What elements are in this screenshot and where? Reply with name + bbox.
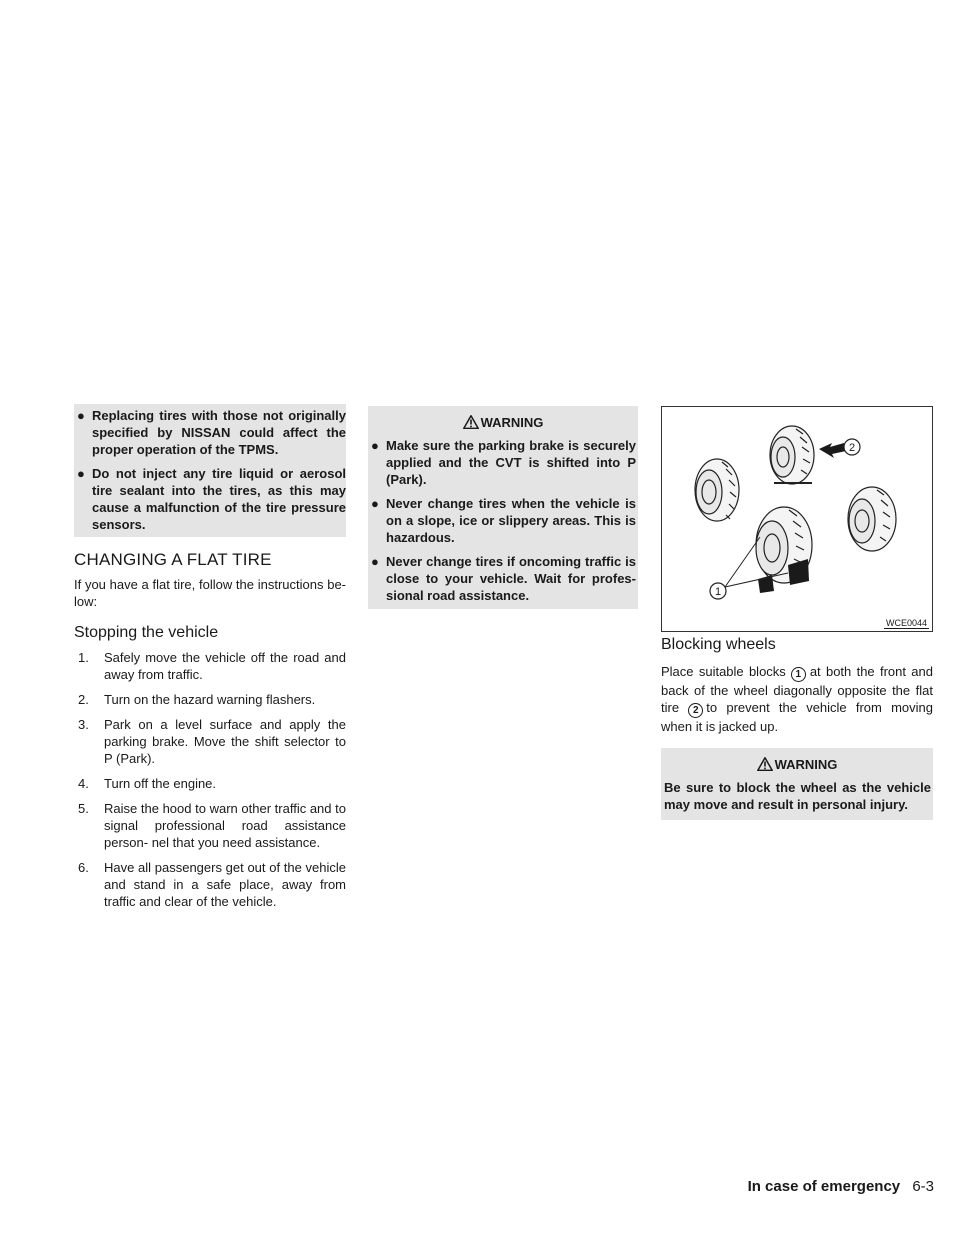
warning-item: ● Never change tires if oncoming traffic is close to your vehicle. Wait for profes- sional road assistance. [371,554,636,603]
callout-1-icon: 1 [791,667,806,682]
tire-right-icon [848,487,896,551]
tire-front-left-icon [695,459,739,521]
figure-code: WCE0044 [885,618,927,628]
step-item: 4. Turn off the engine. [78,776,217,791]
warning-heading: WARNING [368,406,638,437]
left-column [74,404,346,918]
page-number: 6-3 [912,1178,934,1195]
tpms-note-box [74,404,346,537]
bullet-icon: ● [371,496,379,511]
subsection-title: Blocking wheels [661,636,776,653]
section-intro: If you have a flat tire, follow the instructions be- low: [74,577,346,609]
wheel-blocks-figure [661,406,933,632]
warning-icon [463,415,479,429]
warning-box-middle [368,406,638,609]
warning-item: ● Never change tires when the vehicle is on a slope, ice or slippery areas. This is hazardous. [371,496,636,545]
bullet-icon: ● [77,466,85,481]
section-title: CHANGING A FLAT TIRE [74,550,272,569]
warning-box-right [661,748,933,820]
warning-icon [757,757,773,771]
tire-flat-icon [770,426,814,484]
page-footer [748,1178,934,1195]
step-item: 6. Have all passengers get out of the vehicle and stand in a safe place, away from traffic and clear of the vehicle. [78,860,346,909]
right-column [661,406,933,820]
wheel-blocks-illustration [662,407,932,631]
figure-label-1: 1 [714,586,722,598]
step-item: 3. Park on a level surface and apply the parking brake. Move the shift selector to P (Park). [78,717,346,766]
figure-label-2: 2 [848,442,856,454]
bullet-icon: ● [77,408,85,423]
bullet-icon: ● [371,554,379,569]
blocking-paragraph: Place suitable blocks 1 at both the front and back of the wheel diagonally opposite the flat tire 2 to prevent the vehicle from moving when it is jacked up. [661,664,933,734]
warning-text: Be sure to block the wheel as the vehicle may move and result in personal injury. [664,780,931,812]
step-item: 2. Turn on the hazard warning flashers. [78,692,316,707]
callout-2-icon: 2 [688,703,703,718]
warning-heading: WARNING [661,748,933,779]
arrow-icon [819,443,846,458]
step-item: 5. Raise the hood to warn other traffic and to signal professional road assistance person- nel that you need assistance. [78,801,346,850]
steps-list [74,649,346,910]
warning-item: ● Make sure the parking brake is securely applied and the CVT is shifted into P (Park). [371,438,636,487]
subsection-title: Stopping the vehicle [74,624,219,641]
step-item: 1. Safely move the vehicle off the road and away from traffic. [78,650,346,682]
bullet-icon: ● [371,438,379,453]
note-item: ● Replacing tires with those not originally specified by NISSAN could affect the proper operation of the TPMS. [77,408,346,457]
note-item: ● Do not inject any tire liquid or aerosol tire sealant into the tires, as this may cause a malfunction of the tire pressure sensors. [77,466,346,532]
footer-section-title: In case of emergency [747,1178,901,1195]
